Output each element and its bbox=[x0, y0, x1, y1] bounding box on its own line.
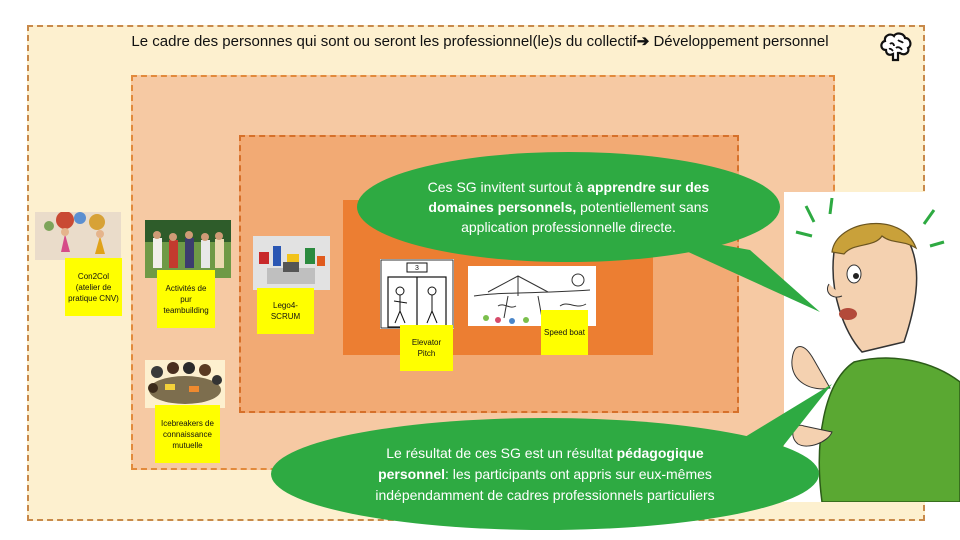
speech-bubble-bottom-text bbox=[371, 443, 719, 506]
brain-icon bbox=[878, 30, 914, 62]
con2col-label: Con2Col (atelier de pratique CNV) bbox=[65, 258, 122, 316]
lego-image bbox=[253, 236, 330, 290]
title-text-topic: Développement personnel bbox=[649, 33, 829, 50]
lego-label: Lego4-SCRUM bbox=[257, 288, 314, 334]
bubble-top-text-pre: Ces SG invitent surtout à bbox=[427, 179, 588, 195]
elevator-sign: 3 bbox=[415, 265, 419, 272]
bubble-top-text-bold: apprendre sur des domaines personnels, bbox=[428, 179, 710, 215]
speech-bubble-bottom-tail bbox=[740, 380, 840, 460]
bubble-bottom-text-pre: Le résultat de ces SG est un résultat bbox=[386, 444, 617, 461]
teambuilding-label: Activités de pur teambuilding bbox=[157, 270, 215, 328]
bubble-top-text-post: potentiellement sans application professionnelle directe. bbox=[461, 199, 709, 235]
speech-bubble-bottom bbox=[271, 418, 819, 530]
elevator-image bbox=[380, 259, 454, 329]
bubble-bottom-text-bold: pédagogique personnel bbox=[378, 444, 704, 482]
arrow-right-icon: ➔ bbox=[636, 33, 650, 50]
con2col-image bbox=[35, 212, 121, 260]
speedboat-label: Speed boat bbox=[541, 310, 588, 355]
speech-bubble-top-tail bbox=[640, 220, 830, 320]
icebreakers-label: Icebreakers de connaissance mutuelle bbox=[155, 405, 220, 463]
bubble-bottom-text-post: : les participants ont appris sur eux-mêmes indépendamment de cadres professionnels particuliers bbox=[375, 465, 715, 503]
elevator-pitch-label: Elevator Pitch bbox=[400, 325, 453, 371]
page-title bbox=[50, 32, 910, 50]
title-text-main: Le cadre des personnes qui sont ou seront les professionnel(le)s du collectif bbox=[131, 33, 637, 50]
icebreakers-image bbox=[145, 360, 225, 408]
